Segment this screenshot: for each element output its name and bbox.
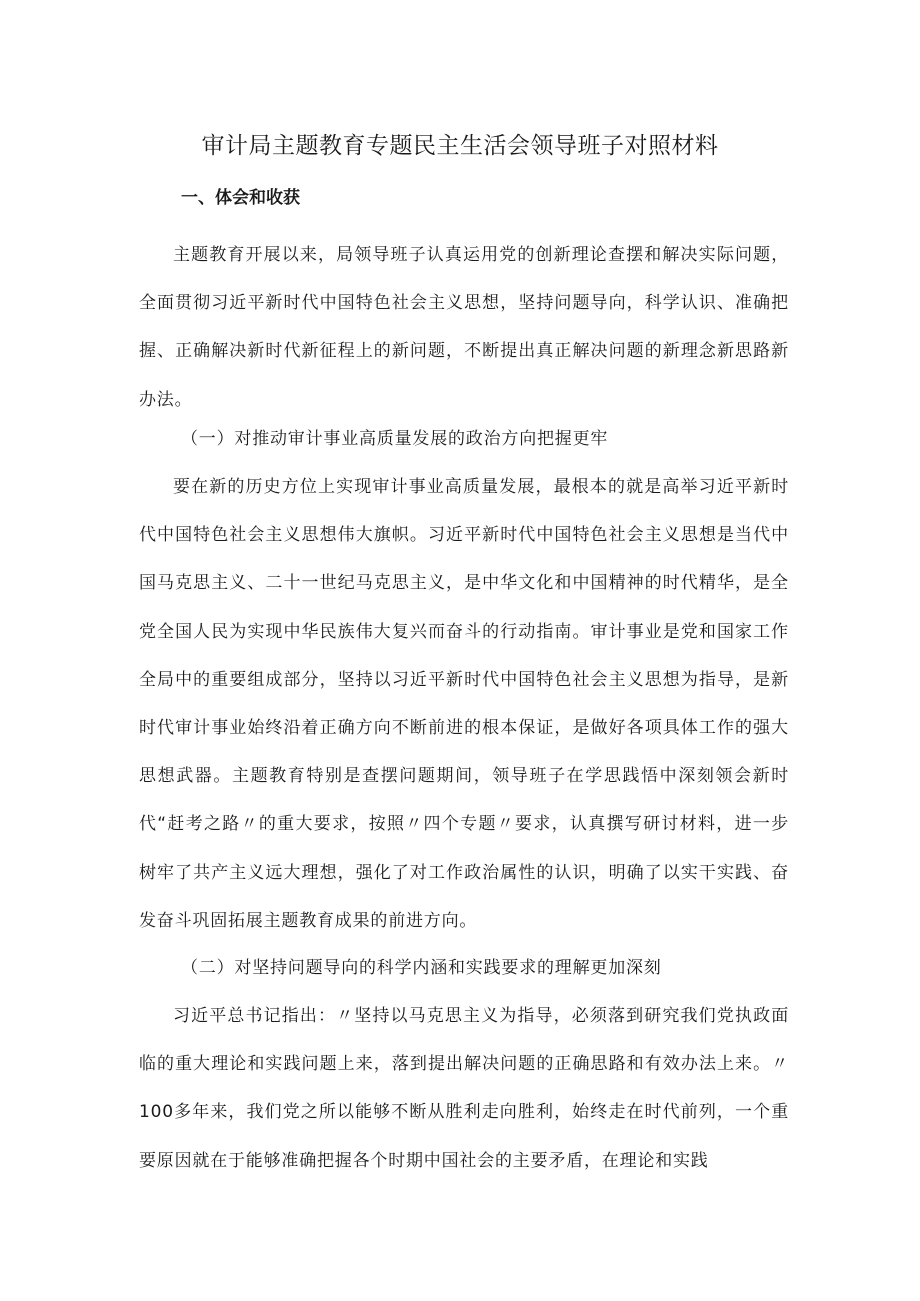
document-title: 审计局主题教育专题民主生活会领导班子对照材料 xyxy=(201,133,719,159)
section-heading: 一、体会和收获 xyxy=(181,188,300,208)
subsection-heading: （一）对推动审计事业高质量发展的政治方向把握更牢 xyxy=(181,429,609,449)
paragraph: 习近平总书记指出：〃坚持以马克思主义为指导，必须落到研究我们党执政面临的重大理论和实践问题上来，落到提出解决问题的正确思路和有效办法上来。〃100多年来，我们党之所以能够不断从胜利走向胜利，始终走在时代前列，一个重要原因就在于能够准确把握各个时期中国社会的主要矛盾，在理论和实践 xyxy=(139,1006,789,1171)
paragraph: 要在新的历史方位上实现审计事业高质量发展，最根本的就是高举习近平新时代中国特色社会主义思想伟大旗帜。习近平新时代中国特色社会主义思想是当代中国马克思主义、二十一世纪马克思主义，是中华文化和中国精神的时代精华，是全党全国人民为实现中华民族伟大复兴而奋斗的行动指南。审计事业是党和国家工作全局中的重要组成部分，坚持以习近平新时代中国特色社会主义思想为指导，是新时代审计事业始终沿着正确方向不断前进的根本保证，是做好各项具体工作的强大思想武器。主题教育特别是查摆问题期间，领导班子在学思践悟中深刻领会新时代“赶考之路〃的重大要求，按照〃四个专题〃要求，认真撰写研讨材料，进一步树牢了共产主义远大理想，强化了对工作政治属性的认识，明确了以实干实践、奋发奋斗巩固拓展主题教育成果的前进方向。 xyxy=(139,477,789,931)
paragraph: 主题教育开展以来，局领导班子认真运用党的创新理论查摆和解决实际问题，全面贯彻习近平新时代中国特色社会主义思想，坚持问题导向，科学认识、准确把握、正确解决新时代新征程上的新问题，不断提出真正解决问题的新理念新思路新办法。 xyxy=(139,245,789,410)
subsection-heading: （二）对坚持问题导向的科学内涵和实践要求的理解更加深刻 xyxy=(181,958,662,978)
